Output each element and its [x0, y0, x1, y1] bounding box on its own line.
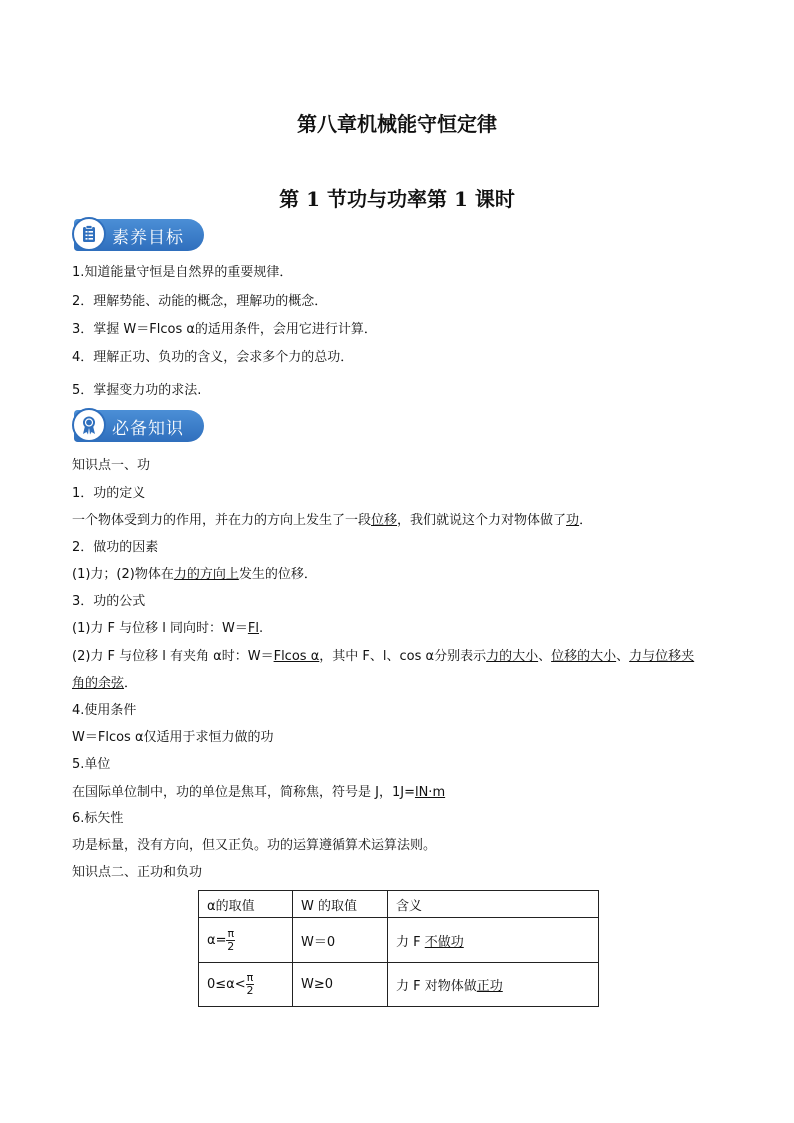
table-header: W 的取值 — [293, 891, 388, 918]
formula-2-cont: 角的余弦． — [72, 676, 138, 691]
table-row — [199, 963, 599, 1007]
section-badge-knowledge — [74, 410, 204, 442]
point2-title: 知识点二、正功和负功 — [72, 865, 203, 880]
table-cell-w: W≥0 — [293, 963, 388, 1007]
table-header: 含义 — [388, 891, 599, 918]
answer-blank: Fl — [247, 621, 259, 636]
condition-heading: 4.使用条件 — [72, 703, 137, 718]
scalar-heading: 6.标矢性 — [72, 811, 124, 826]
table-cell-meaning: 力 F 对物体做正功 — [388, 963, 599, 1007]
fraction: $\frac{\pi}{2}$ — [246, 971, 254, 997]
answer-blank: 力的方向上 — [173, 567, 239, 582]
answer-blank: 力的大小 — [486, 649, 539, 664]
condition-text: W＝Flcos α仅适用于求恒力做的功 — [72, 730, 274, 745]
scalar-text: 功是标量，没有方向，但又正负。功的运算遵循算术运算法则。 — [72, 838, 437, 853]
badge-label: 必备知识 — [112, 419, 184, 439]
table-header-row — [199, 891, 599, 918]
table-cell-alpha: α= $\frac{\pi}{2}$ — [199, 918, 293, 963]
badge-label: 素养目标 — [112, 228, 184, 248]
formula-2: (2)力 F 与位移 l 有夹角 α时：W＝Flcos α，其中 F、l、cos α分别表示力的大小、位移的大小、力与位移夹 — [72, 649, 695, 664]
goal-item: 5．掌握变力功的求法. — [72, 383, 202, 398]
answer-blank: 不做功 — [424, 934, 464, 950]
answer-blank: 位移的大小 — [551, 649, 617, 664]
section-badge-goals — [74, 219, 204, 251]
point1-title: 知识点一、功 — [72, 458, 151, 473]
table-row — [199, 918, 599, 963]
answer-blank: 角的余弦 — [72, 676, 125, 691]
answer-blank: 力与位移夹 — [629, 649, 695, 664]
clipboard-icon — [72, 217, 106, 251]
table-header: α的取值 — [199, 891, 293, 918]
answer-blank: Flcos α — [273, 649, 320, 664]
table-cell-alpha: 0≤α< $\frac{\pi}{2}$ — [199, 963, 293, 1007]
goal-item: 4．理解正功、负功的含义，会求多个力的总功． — [72, 350, 354, 365]
formula-heading: 3．功的公式 — [72, 594, 146, 609]
lesson-title: 第 1 节功与功率第 1 课时 — [279, 187, 515, 211]
table-cell-meaning: 力 F 不做功 — [388, 918, 599, 963]
award-ribbon-icon — [72, 408, 106, 442]
answer-blank: 位移 — [371, 513, 398, 528]
chapter-title: 第八章机械能守恒定律 — [297, 112, 497, 136]
factor-text: (1)力；(2)物体在力的方向上发生的位移． — [72, 567, 317, 582]
goal-item: 3．掌握 W＝Flcos α的适用条件，会用它进行计算． — [72, 322, 377, 337]
unit-heading: 5.单位 — [72, 757, 111, 772]
answer-blank: lN·m — [414, 785, 446, 800]
answer-blank: 正功 — [476, 979, 503, 994]
goal-item: 1.知道能量守恒是自然界的重要规律． — [72, 265, 293, 280]
definition-heading: 1．功的定义 — [72, 486, 146, 501]
table-cell-w: W＝0 — [293, 918, 388, 963]
definition-text: 一个物体受到力的作用，并在力的方向上发生了一段位移，我们就说这个力对物体做了功． — [72, 513, 593, 528]
formula-1: (1)力 F 与位移 l 同向时：W＝Fl. — [72, 621, 264, 636]
unit-text: 在国际单位制中，功的单位是焦耳，简称焦，符号是 J，1J=lN·m — [72, 785, 446, 800]
answer-blank: 功 — [566, 513, 580, 528]
factor-heading: 2．做功的因素 — [72, 540, 159, 555]
fraction: $\frac{\pi}{2}$ — [227, 926, 235, 953]
work-sign-table — [198, 890, 599, 1007]
goal-item: 2．理解势能、动能的概念，理解功的概念． — [72, 294, 328, 309]
